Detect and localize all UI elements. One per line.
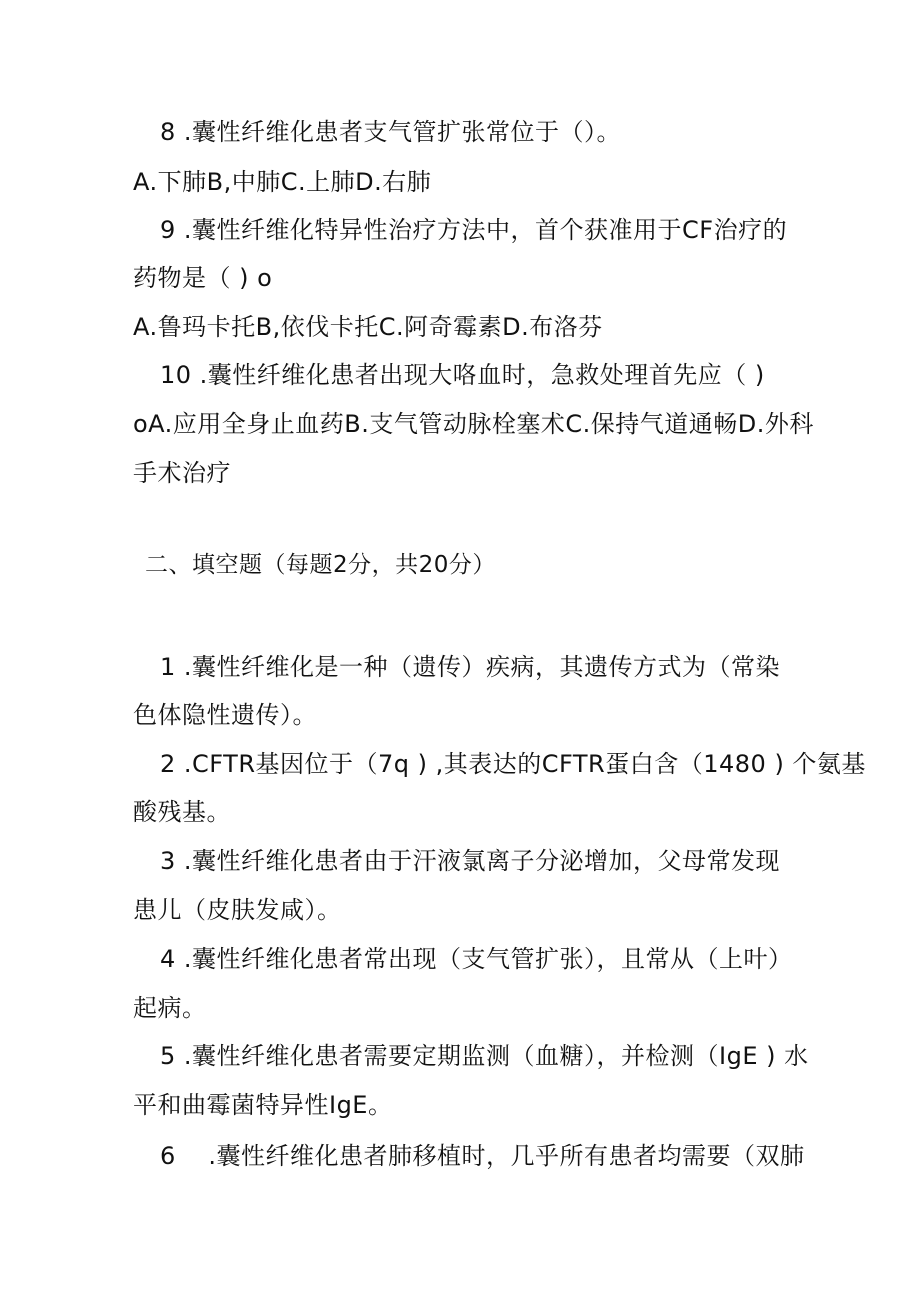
section-title-fill-in: 二、填空题（每题2分，共20分）: [145, 552, 496, 578]
fill-question-3-continued: 患儿（皮肤发咸）。: [133, 896, 342, 924]
fill-question-2: 2 .CFTR基因位于（7q ) ,其表达的CFTR蛋白含（1480 ) 个氨基: [160, 750, 866, 778]
question-8: 8 .囊性纤维化患者支气管扩张常位于（）。: [160, 118, 622, 146]
question-10: 10 .囊性纤维化患者出现大咯血时，急救处理首先应（ ): [160, 361, 765, 389]
fill-question-2-continued: 酸残基。: [133, 798, 231, 826]
fill-question-6: 6 .囊性纤维化患者肺移植时，几乎所有患者均需要（双肺: [160, 1142, 805, 1170]
question-9-continued: 药物是（ ) o: [133, 264, 273, 292]
fill-question-5-continued: 平和曲霉菌特异性IgE。: [133, 1091, 393, 1119]
fill-question-3: 3 .囊性纤维化患者由于汗液氯离子分泌增加，父母常发现: [160, 847, 781, 875]
question-10-options-continued: 手术治疗: [133, 459, 231, 487]
question-9: 9 .囊性纤维化特异性治疗方法中，首个获准用于CF治疗的: [160, 216, 788, 244]
question-9-options: A.鲁玛卡托B,依伐卡托C.阿奇霉素D.布洛芬: [133, 313, 603, 341]
fill-question-1-continued: 色体隐性遗传）。: [133, 701, 317, 729]
fill-question-4: 4 .囊性纤维化患者常出现（支气管扩张），且常从（上叶）: [160, 945, 793, 973]
question-10-options: oA.应用全身止血药B.支气管动脉栓塞术C.保持气道通畅D.外科: [133, 410, 814, 438]
question-8-options: A.下肺B,中肺C.上肺D.右肺: [133, 168, 432, 196]
fill-question-5: 5 .囊性纤维化患者需要定期监测（血糖），并检测（IgE ) 水: [160, 1042, 809, 1070]
fill-question-4-continued: 起病。: [133, 994, 207, 1022]
fill-question-1: 1 .囊性纤维化是一种（遗传）疾病，其遗传方式为（常染: [160, 653, 781, 681]
